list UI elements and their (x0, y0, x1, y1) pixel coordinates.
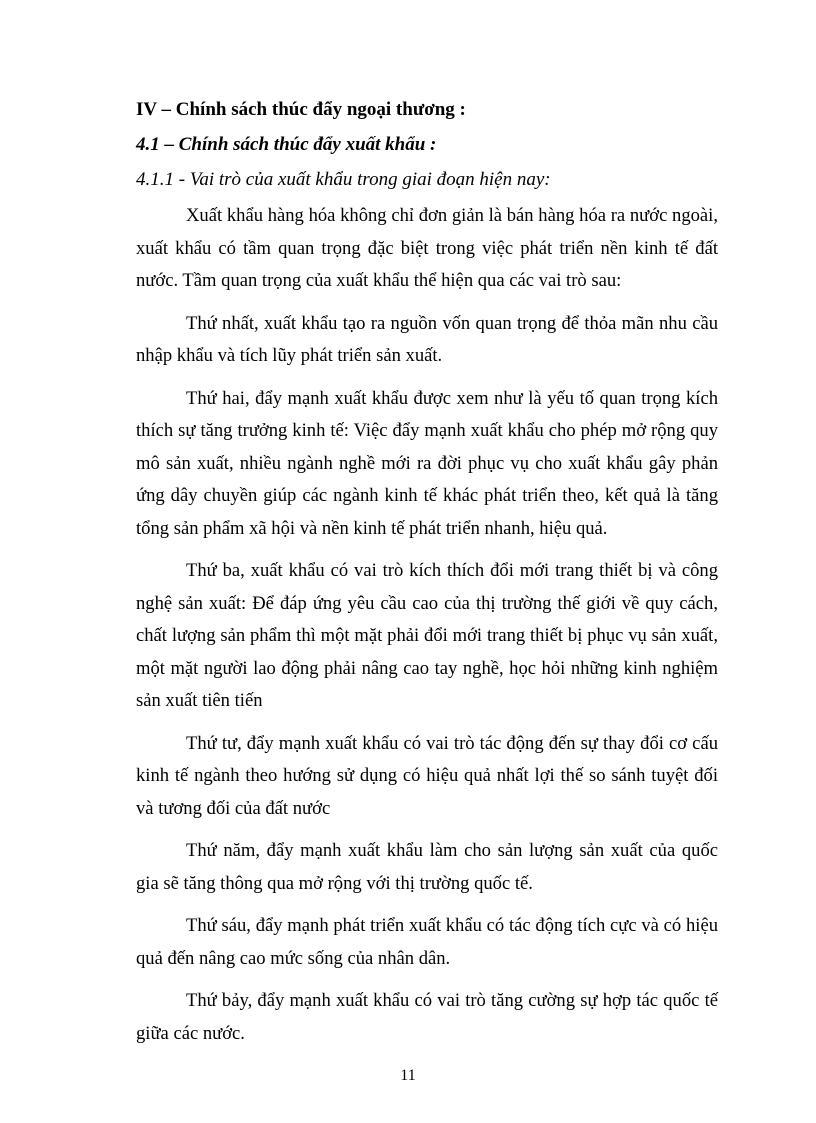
paragraph-sixth: Thứ sáu, đẩy mạnh phát triển xuất khẩu có tác động tích cực và có hiệu quả đến nâng cao mức sống của nhân dân. (136, 915, 718, 969)
paragraph-first: Thứ nhất, xuất khẩu tạo ra nguồn vốn quan trọng để thỏa mãn nhu cầu nhập khẩu và tích lũy phát triển sản xuất. (136, 312, 718, 366)
paragraph-seventh: Thứ bảy, đẩy mạnh xuất khẩu có vai trò tăng cường sự hợp tác quốc tế giữa các nước. (136, 990, 718, 1044)
paragraph-fourth: Thứ tư, đẩy mạnh xuất khẩu có vai trò tác động đến sự thay đổi cơ cấu kinh tế ngành theo hướng sử dụng có hiệu quả nhất lợi thế so sánh tuyệt đối và tương đối của đất nước (136, 732, 718, 819)
paragraph-intro: Xuất khẩu hàng hóa không chỉ đơn giản là bán hàng hóa ra nước ngoài, xuất khẩu có tầm quan trọng đặc biệt trong việc phát triển nền kinh tế đất nước. Tầm quan trọng của xuất khẩu thể hiện qua các vai trò sau: (136, 205, 718, 291)
paragraph-third: Thứ ba, xuất khẩu có vai trò kích thích đổi mới trang thiết bị và công nghệ sản xuất: Để đáp ứng yêu cầu cao của thị trường thế giới về quy cách, chất lượng sản phẩm thì một mặt phải đổi mới trang thiết bị phục vụ sản xuất, một mặt người lao động phải nâng cao tay nghề, học hỏi những kinh nghiệm sản xuất tiên tiến (136, 560, 718, 711)
subsection-heading: 4.1 – Chính sách thúc đẩy xuất khẩu : (136, 134, 437, 155)
document-page (136, 92, 718, 1060)
paragraph-fifth: Thứ năm, đẩy mạnh xuất khẩu làm cho sản lượng sản xuất của quốc gia sẽ tăng thông qua mở rộng với thị trường quốc tế. (136, 840, 718, 894)
page-number: 11 (400, 1067, 416, 1084)
section-heading: IV – Chính sách thúc đẩy ngoại thương : (136, 99, 466, 120)
subsubsection-heading: 4.1.1 - Vai trò của xuất khẩu trong giai đoạn hiện nay: (136, 169, 551, 190)
paragraph-second: Thứ hai, đẩy mạnh xuất khẩu được xem như là yếu tố quan trọng kích thích sự tăng trưởng kinh tế: Việc đẩy mạnh xuất khẩu cho phép mở rộng quy mô sản xuất, nhiều ngành nghề mới ra đời phục vụ cho xuất khẩu gây phản ứng dây chuyền giúp các ngành kinh tế khác phát triển theo, kết quả là tăng tổng sản phẩm xã hội và nền kinh tế phát triển nhanh, hiệu quả. (136, 387, 718, 539)
